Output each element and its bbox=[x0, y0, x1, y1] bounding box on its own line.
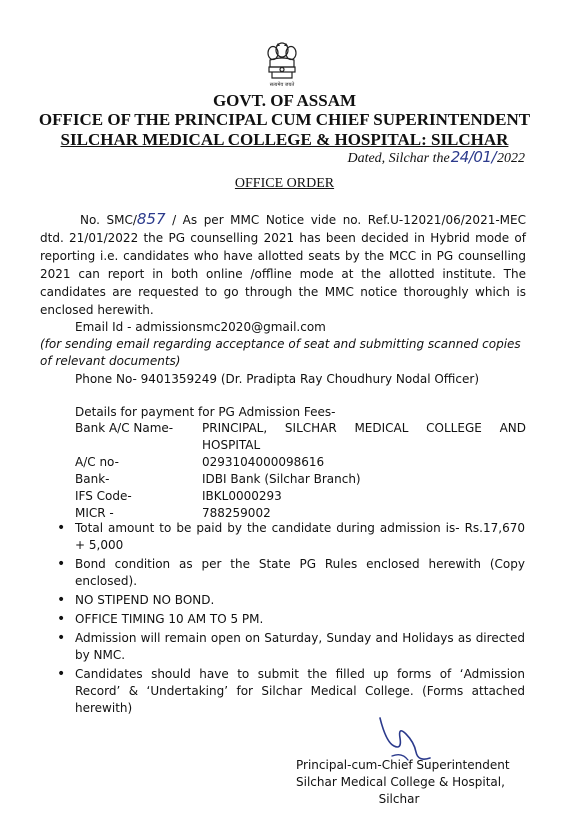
header-govt: GOVT. OF ASSAM bbox=[212, 91, 357, 110]
list-item: • Admission will remain open on Saturday, Sunday and Holidays as directed by NMC. bbox=[55, 630, 525, 664]
list-item: • Candidates should have to submit the filled up forms of ‘Admission Record’ & ‘Undertaking’ for Silchar Medical College. (Forms attached herewith) bbox=[55, 666, 525, 717]
list-item: • OFFICE TIMING 10 AM TO 5 PM. bbox=[55, 611, 525, 628]
bank-key: Bank- bbox=[75, 472, 110, 486]
bank-value: 0293104000098616 bbox=[202, 455, 325, 469]
signature-block bbox=[296, 757, 536, 808]
bank-value: IBKL0000293 bbox=[202, 489, 282, 503]
header-office: OFFICE OF THE PRINCIPAL CUM CHIEF SUPERINTENDENT bbox=[38, 110, 531, 129]
dated-prefix: Dated, Silchar the bbox=[347, 151, 450, 166]
phone-line: Phone No- 9401359249 (Dr. Pradipta Ray Choudhury Nodal Officer) bbox=[75, 372, 480, 386]
conditions-list bbox=[55, 520, 525, 719]
bank-details-table bbox=[75, 420, 526, 522]
table-row bbox=[75, 454, 526, 471]
order-title: OFFICE ORDER bbox=[234, 176, 335, 191]
signatory-place: Silchar bbox=[378, 792, 420, 806]
bank-key: Bank A/C Name- bbox=[75, 421, 174, 435]
bank-value: 788259002 bbox=[202, 506, 271, 520]
dated-handwritten: 24/01/ bbox=[450, 148, 496, 166]
payment-heading: Details for payment for PG Admission Fees- bbox=[75, 405, 336, 419]
email-note: (for sending email regarding acceptance of seat and submitting scanned copies of relevant documents) bbox=[40, 337, 521, 368]
ashoka-emblem-icon bbox=[262, 40, 302, 90]
signatory-title: Principal-cum-Chief Superintendent bbox=[296, 758, 510, 772]
table-row bbox=[75, 420, 526, 454]
list-item: • Bond condition as per the State PG Rules enclosed herewith (Copy enclosed). bbox=[55, 556, 525, 590]
order-ref-prefix: No. SMC/ bbox=[80, 213, 137, 227]
bank-value: IDBI Bank (Silchar Branch) bbox=[202, 472, 361, 486]
emblem-motto: सत्यमेव जयते bbox=[269, 82, 295, 88]
dated-year: 2022 bbox=[497, 151, 525, 166]
dated-line bbox=[347, 148, 525, 167]
header-college: SILCHAR MEDICAL COLLEGE & HOSPITAL: SILCHAR bbox=[60, 130, 509, 149]
bank-key: A/C no- bbox=[75, 455, 119, 469]
email-line: Email Id - admissionsmc2020@gmail.com bbox=[75, 320, 326, 334]
table-row bbox=[75, 471, 526, 488]
bank-key: MICR - bbox=[75, 506, 114, 520]
bank-value: PRINCIPAL, SILCHAR MEDICAL COLLEGE AND HOSPITAL bbox=[202, 421, 526, 452]
table-row bbox=[75, 488, 526, 505]
order-body: / As per MMC Notice vide no. Ref.U-12021/06/2021-MEC dtd. 21/01/2022 the PG counselling 2021 has been decided in Hybrid mode of reporting i.e. candidates who have allotted seats by the MCC in PG counselling 2021 can report in both online /offline mode at the allotted institute. The candidates are requested to go through the MMC notice thoroughly which is enclosed herewith. bbox=[40, 213, 526, 317]
list-item: • NO STIPEND NO BOND. bbox=[55, 592, 525, 609]
order-paragraph bbox=[40, 210, 526, 319]
order-ref-number: 857 bbox=[136, 210, 166, 228]
list-item: • Total amount to be paid by the candidate during admission is- Rs.17,670 + 5,000 bbox=[55, 520, 525, 554]
signatory-institution: Silchar Medical College & Hospital, bbox=[296, 775, 505, 789]
bank-key: IFS Code- bbox=[75, 489, 132, 503]
